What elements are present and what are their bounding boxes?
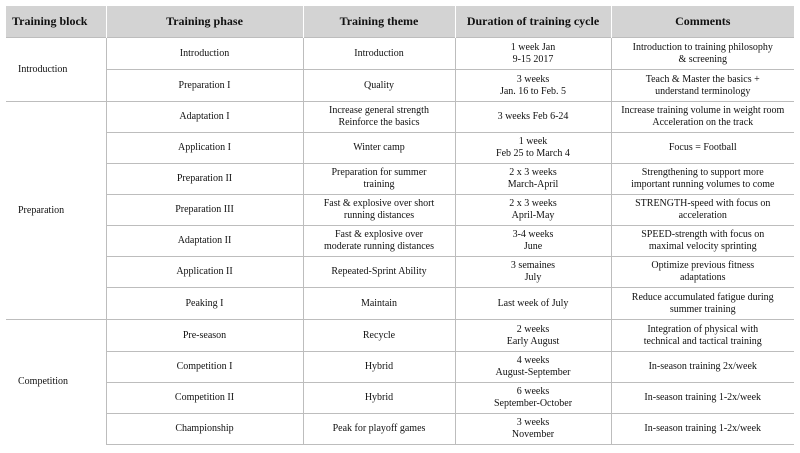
duration-cell	[455, 383, 611, 414]
training-phase-cell: Adaptation II	[106, 226, 303, 257]
training-phase-cell: Competition I	[106, 352, 303, 383]
training-block-cell: Competition	[6, 320, 106, 445]
comments-line: Reduce accumulated fatigue during	[631, 291, 774, 303]
duration-line: 4 weeks	[516, 355, 550, 366]
comments-cell	[611, 195, 794, 226]
duration-cell	[455, 352, 611, 383]
comments-line: Integration of physical with	[647, 323, 759, 335]
comments-line: summer training	[669, 303, 736, 315]
training-table	[6, 6, 794, 445]
training-phase-cell: Introduction	[106, 38, 303, 70]
training-phase-cell: Preparation II	[106, 164, 303, 195]
training-theme-line: training	[363, 179, 395, 190]
comments-line: Increase training volume in weight room	[621, 105, 785, 116]
training-theme-line: Peak for playoff games	[332, 423, 426, 434]
duration-line: Early August	[506, 335, 560, 347]
duration-line: 1 week Jan	[510, 41, 556, 53]
table-row	[6, 70, 794, 102]
comments-line: important running volumes to come	[631, 179, 775, 190]
table-row	[6, 226, 794, 257]
training-theme-line: moderate running distances	[324, 241, 434, 252]
training-theme-line: Hybrid	[364, 361, 394, 372]
comments-line: In-season training 1-2x/week	[644, 392, 762, 403]
table-row	[6, 195, 794, 226]
duration-line: 2 weeks	[516, 323, 550, 335]
duration-line: Last week of July	[497, 297, 569, 309]
training-theme-line: Recycle	[362, 329, 396, 341]
table-row	[6, 288, 794, 320]
comments-cell	[611, 164, 794, 195]
training-theme-cell	[303, 383, 455, 414]
header-training-block: Training block	[6, 6, 106, 38]
training-theme-cell	[303, 195, 455, 226]
table-row	[6, 164, 794, 195]
training-theme-line: Increase general strength	[329, 105, 429, 116]
comments-line: maximal velocity sprinting	[648, 241, 757, 252]
table-row	[6, 257, 794, 288]
duration-cell	[455, 288, 611, 320]
duration-line: June	[523, 241, 543, 252]
training-phase-cell: Competition II	[106, 383, 303, 414]
duration-line: Jan. 16 to Feb. 5	[499, 85, 567, 97]
training-phase-cell: Preparation I	[106, 70, 303, 102]
comments-cell	[611, 320, 794, 352]
training-theme-line: Maintain	[360, 297, 398, 309]
comments-line: Strengthening to support more	[641, 167, 764, 178]
duration-line: September-October	[493, 398, 573, 409]
comments-line: Teach & Master the basics +	[645, 73, 760, 85]
training-theme-line: Fast & explosive over short	[323, 198, 435, 209]
training-theme-cell	[303, 38, 455, 70]
duration-cell	[455, 38, 611, 70]
training-phase-cell: Preparation III	[106, 195, 303, 226]
training-phase-cell: Championship	[106, 414, 303, 445]
comments-line: Optimize previous fitness	[651, 260, 755, 271]
header-duration: Duration of training cycle	[455, 6, 611, 38]
duration-line: July	[524, 272, 542, 283]
training-theme-cell	[303, 352, 455, 383]
duration-line: 3 weeks Feb 6-24	[497, 111, 569, 122]
comments-cell	[611, 70, 794, 102]
training-phase-cell: Application II	[106, 257, 303, 288]
training-theme-cell	[303, 70, 455, 102]
header-training-theme: Training theme	[303, 6, 455, 38]
training-theme-cell	[303, 102, 455, 133]
duration-line: August-September	[495, 367, 571, 378]
duration-cell	[455, 102, 611, 133]
duration-line: March-April	[507, 179, 559, 190]
comments-line: understand terminology	[655, 85, 751, 97]
comments-line: adaptations	[679, 272, 726, 283]
training-block-cell: Introduction	[6, 38, 106, 102]
duration-cell	[455, 226, 611, 257]
duration-cell	[455, 70, 611, 102]
duration-cell	[455, 195, 611, 226]
training-theme-line: Quality	[364, 79, 394, 91]
duration-cell	[455, 164, 611, 195]
training-theme-line: Fast & explosive over	[334, 229, 424, 240]
comments-line: In-season training 2x/week	[648, 361, 757, 372]
training-theme-cell	[303, 133, 455, 164]
training-theme-line: Preparation for summer	[331, 167, 427, 178]
table-row	[6, 352, 794, 383]
table-row	[6, 383, 794, 414]
comments-line: SPEED-strength with focus on	[641, 229, 765, 240]
header-training-phase: Training phase	[106, 6, 303, 38]
comments-line: Focus = Football	[668, 142, 737, 153]
comments-line: acceleration	[678, 210, 727, 221]
comments-cell	[611, 133, 794, 164]
table-row	[6, 38, 794, 70]
duration-line: 1 week	[518, 136, 548, 147]
table-row	[6, 414, 794, 445]
training-theme-line: Reinforce the basics	[338, 117, 420, 128]
training-block-cell: Preparation	[6, 102, 106, 320]
duration-line: 3-4 weeks	[512, 229, 554, 240]
comments-line: STRENGTH-speed with focus on	[635, 198, 771, 209]
training-theme-cell	[303, 288, 455, 320]
comments-line: In-season training 1-2x/week	[644, 423, 762, 434]
training-phase-cell: Adaptation I	[106, 102, 303, 133]
comments-cell	[611, 226, 794, 257]
comments-cell	[611, 38, 794, 70]
duration-cell	[455, 133, 611, 164]
comments-cell	[611, 414, 794, 445]
duration-line: 3 weeks	[516, 73, 550, 85]
training-theme-line: Introduction	[354, 47, 404, 59]
training-theme-cell	[303, 257, 455, 288]
table-row	[6, 133, 794, 164]
duration-line: 2 x 3 weeks	[509, 167, 557, 178]
comments-cell	[611, 352, 794, 383]
comments-line: & screening	[678, 53, 728, 65]
comments-line: Introduction to training philosophy	[632, 41, 773, 53]
table-row	[6, 320, 794, 352]
duration-line: 3 weeks	[516, 417, 550, 428]
comments-cell	[611, 383, 794, 414]
training-theme-cell	[303, 226, 455, 257]
header-comments: Comments	[611, 6, 794, 38]
duration-cell	[455, 320, 611, 352]
duration-line: November	[511, 429, 555, 440]
training-phase-cell: Peaking I	[106, 288, 303, 320]
training-theme-line: Repeated-Sprint Ability	[331, 266, 427, 277]
duration-line: 3 semaines	[510, 260, 556, 271]
comments-cell	[611, 257, 794, 288]
comments-cell	[611, 102, 794, 133]
training-theme-line: Winter camp	[353, 142, 405, 153]
duration-line: 6 weeks	[516, 386, 550, 397]
comments-cell	[611, 288, 794, 320]
header-row	[6, 6, 794, 38]
duration-cell	[455, 257, 611, 288]
duration-line: 2 x 3 weeks	[509, 198, 557, 209]
table-body	[6, 38, 794, 445]
training-theme-cell	[303, 414, 455, 445]
training-theme-line: Hybrid	[364, 392, 394, 403]
training-phase-cell: Pre-season	[106, 320, 303, 352]
training-phase-cell: Application I	[106, 133, 303, 164]
duration-line: April-May	[511, 210, 555, 221]
comments-line: Acceleration on the track	[652, 117, 754, 128]
training-theme-line: running distances	[343, 210, 415, 221]
training-theme-cell	[303, 164, 455, 195]
comments-line: technical and tactical training	[643, 335, 762, 347]
table-row	[6, 102, 794, 133]
duration-cell	[455, 414, 611, 445]
training-theme-cell	[303, 320, 455, 352]
duration-line: Feb 25 to March 4	[496, 148, 570, 159]
duration-line: 9-15 2017	[512, 53, 554, 65]
